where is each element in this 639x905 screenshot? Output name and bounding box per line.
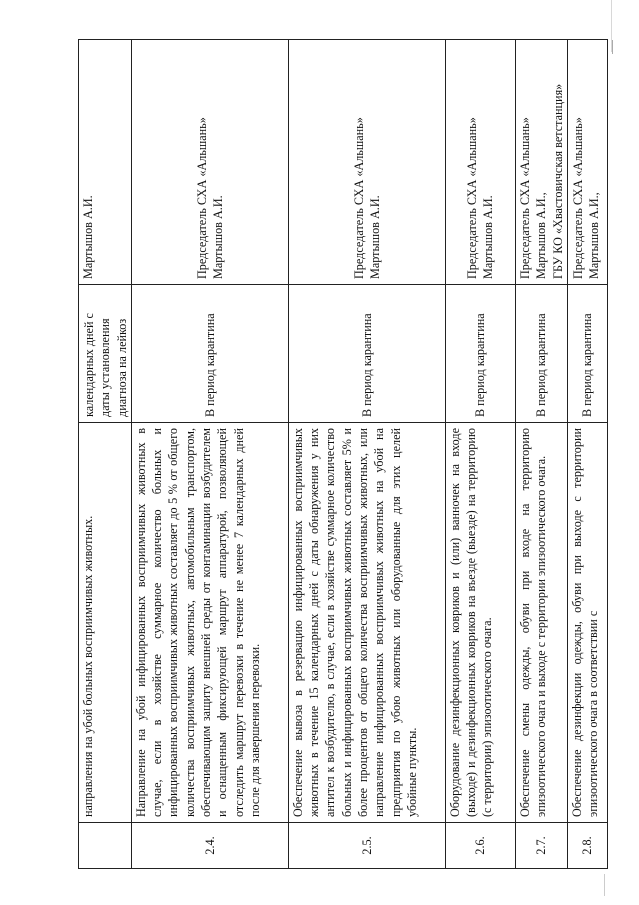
deadline-cell <box>567 285 607 423</box>
deadline-cell <box>79 285 132 423</box>
measure-text: Оборудование дезинфекционных ковриков и (или) ванночек на входе (выходе) и дезинфекционных ковриков на въезде (выезде) на территорию (с территории) эпизоотического очага. <box>445 423 515 823</box>
measure-text: Направление на убой инфицированных восприимчивых животных в случае, если в хозяйстве суммарное количество больных и инфицированных восприимчивых животных составляет до 5 % от общего количества восприимчивых животных, автомобильным транспортом, обеспечивающим защиту внешней среды от контаминации возбудителем и оснащенным фиксирующей маршрут аппаратурой, позволяющей отследить маршрут перевозки в течение не менее 7 календарных дней после для завершения перевозки. <box>131 423 288 823</box>
deadline-cell <box>445 285 515 423</box>
responsible-line: Председатель СХА «Альшань» <box>570 117 585 279</box>
responsible-line: Мартышов А.И., <box>587 192 602 279</box>
deadline-line: В период карантина <box>202 313 217 417</box>
responsible-line: Мартышов А.И., <box>534 192 549 279</box>
table-row <box>515 40 567 869</box>
responsible-cell <box>445 40 515 285</box>
responsible-line: Мартышов А.И. <box>367 195 382 279</box>
responsible-line: Мартышов А.И. <box>81 195 95 279</box>
responsible-cell <box>567 40 607 285</box>
responsible-line: Мартышов А.И. <box>210 195 225 279</box>
responsible-line: ГБУ КО «Хвастовичская ветстанция» <box>550 83 565 279</box>
row-number: 2.4. <box>131 823 288 869</box>
measure-text: Обеспечение дезинфекции одежды, обуви при выходе с территории эпизоотического очага в соответствии с <box>567 423 607 823</box>
deadline-line: В период карантина <box>534 313 549 417</box>
table-row <box>131 40 288 869</box>
measures-table <box>78 39 608 869</box>
table-row <box>288 40 445 869</box>
responsible-cell <box>288 40 445 285</box>
measure-text: направления на убой больных восприимчивых животных. <box>79 423 132 823</box>
deadline-line: В период карантина <box>473 313 488 417</box>
measure-text: Обеспечение вывоза в резервацию инфицированных восприимчивых животных в течение 15 календарных дней с даты обнаружения у них антител к возбудителю, в случае, если в хозяйстве суммарное количество больных и инфицированных восприимчивых животных составляет 5% и более процентов от общего количества восприимчивых животных, или направление инфицированных восприимчивых животных на убой на предприятия по убою животных или оборудованные для этих целей убойные пункты. <box>288 423 445 823</box>
responsible-cell <box>515 40 567 285</box>
responsible-line: Председатель СХА «Альшань» <box>465 117 480 279</box>
row-number <box>79 823 132 869</box>
deadline-line: календарных дней с <box>82 313 96 417</box>
table-row <box>567 40 607 869</box>
responsible-line: Председатель СХА «Альшань» <box>194 117 209 279</box>
deadline-line: В период карантина <box>580 313 595 417</box>
table-row <box>79 40 132 869</box>
measure-text: Обеспечение смены одежды, обуви при входе на территорию эпизоотического очага и выходе с территории эпизоотического очага. <box>515 423 567 823</box>
deadline-line: даты установления <box>98 318 113 417</box>
row-number: 2.6. <box>445 823 515 869</box>
deadline-cell <box>288 285 445 423</box>
row-number: 2.7. <box>515 823 567 869</box>
responsible-cell <box>131 40 288 285</box>
deadline-cell <box>515 285 567 423</box>
responsible-line: Мартышов А.И. <box>481 195 496 279</box>
responsible-line: Председатель СХА «Альшань» <box>351 117 366 279</box>
responsible-line: Председатель СХА «Альшань» <box>517 117 532 279</box>
responsible-cell <box>79 40 132 285</box>
deadline-line: диагноза на лейкоз <box>114 318 129 417</box>
deadline-line: В период карантина <box>359 313 374 417</box>
table-row <box>445 40 515 869</box>
row-number: 2.8. <box>567 823 607 869</box>
row-number: 2.5. <box>288 823 445 869</box>
deadline-cell <box>131 285 288 423</box>
